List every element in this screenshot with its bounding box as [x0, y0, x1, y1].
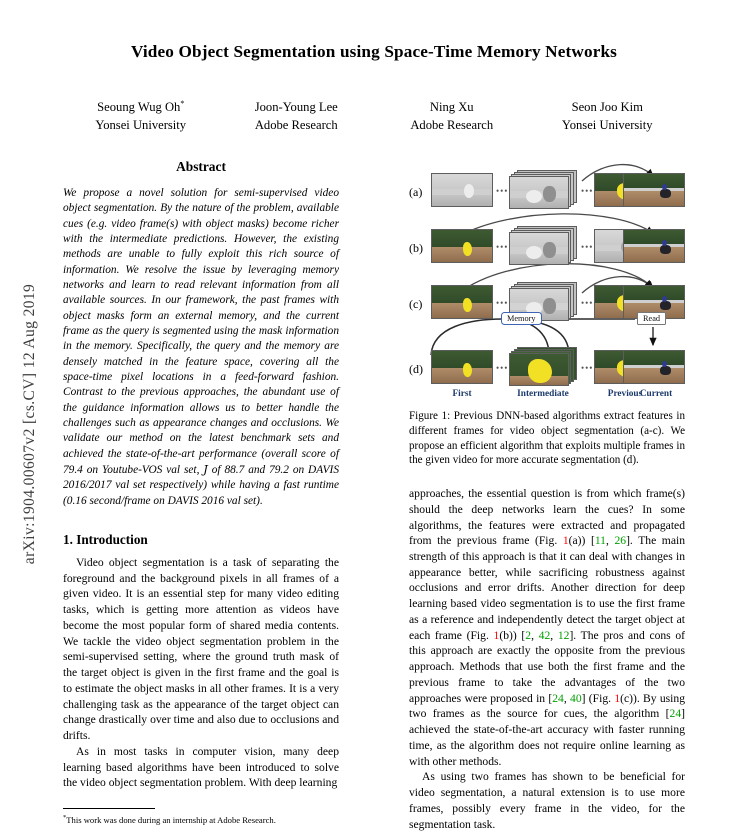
figure-column-name-previous: Previous — [607, 389, 643, 400]
introduction-heading: 1. Introduction — [63, 531, 148, 547]
abstract-text-part1: We propose a novel solution for semi-supervised video object segmentation. By the nature of the problem, available cues (e.g. video frame(s) with object masks) become richer with the intermediate predictions. However, the existing methods are unable to fully exploit this rich source of information. We resolve the issue by leveraging memory networks and learn to read relevant information from all available sources. In our framework, the past frames with object masks form an external memory, and the current frame as the query is segmented using the mask information in the memory. Specifically, the query and the memory are densely matched in the feature space, covering all the space-time pixel locations in a feed-forward fashion. Contrast to the previous approaches, the abundant use of the guidance information allows us to better handle the challenges such as appearance changes and occlusions. We validate our method on the latest benchmark sets and achieved the state-of-the-art performance (overall score of 79.4 on Youtube-VOS val set, — [63, 187, 339, 476]
author-name — [63, 98, 219, 117]
author-entry — [219, 98, 375, 135]
introduction-section — [63, 532, 339, 791]
author-name-text: Seoung Wug Oh — [97, 99, 181, 114]
author-entry — [63, 98, 219, 135]
citation-42[interactable]: 42 — [538, 628, 551, 642]
citation-40[interactable]: 40 — [570, 691, 582, 705]
figure-caption-text: Previous DNN-based algorithms extract features in different frames for video object segmentation (a-c). We propose an efficient algorithm that exploits multiple frames in the given video for more accurate segmentation (d). — [409, 410, 685, 467]
introduction-paragraph-2: As in most tasks in computer vision, many deep learning based algorithms have been introduced to solve the video object segmentation problem. With deep learning — [63, 744, 339, 790]
figure-ellipsis: ••• — [581, 186, 594, 197]
figure-ellipsis: ••• — [496, 186, 509, 197]
footnote — [63, 808, 339, 826]
rc-text-3: ]. The main strength of this approach is that it can deal with changes in appearance better, while sacrificing robustness against occlusions and error drifts. Another direction for deep learning based video segmentation is to use the first frame as a reference and independently detect the target object at each frame (Fig. — [409, 534, 685, 642]
figure-row-label-c: (c) — [409, 297, 423, 312]
figure-ellipsis: ••• — [496, 298, 509, 309]
introduction-body — [63, 555, 339, 791]
paper-page — [63, 0, 685, 840]
author-footnote-marker: * — [180, 98, 185, 108]
figure-ellipsis: ••• — [496, 242, 509, 253]
read-tag: Read — [637, 312, 666, 325]
rc-text-7: (c)). By using two frames as the source for cues, the algorithm [ — [409, 691, 686, 721]
figure-ellipsis: ••• — [581, 363, 594, 374]
citation-26[interactable]: 26 — [614, 534, 627, 548]
citation-24-second[interactable]: 24 — [669, 707, 682, 721]
memory-tag: Memory — [501, 312, 542, 325]
left-column — [63, 159, 339, 825]
figure-ellipsis: ••• — [581, 242, 594, 253]
figure-ellipsis: ••• — [496, 363, 509, 374]
figure-column-name-current: Current — [639, 389, 673, 400]
figure-frame-b-first — [431, 229, 493, 263]
author-entry — [530, 98, 686, 135]
arxiv-stamp: arXiv:1904.00607v2 [cs.CV] 12 Aug 2019 — [21, 283, 38, 565]
figure-frame-c-first — [431, 285, 493, 319]
author-affiliation: Adobe Research — [254, 118, 338, 133]
rc-text-5: ]. The pros and cons of this approach are exactly the opposite from the previous approach. Methods that use both the first frame and the previous frame to take the advantages of the two approaches were proposed in [ — [409, 628, 686, 705]
figure-frame-d-current — [623, 350, 685, 384]
figure-row-label-a: (a) — [409, 185, 423, 200]
author-affiliation: Yonsei University — [95, 118, 187, 133]
author-affiliation: Yonsei University — [561, 118, 653, 133]
figure-frame-d-first — [431, 350, 493, 384]
author-name-text: Joon-Young Lee — [254, 99, 338, 114]
footnote-text — [63, 814, 339, 826]
right-paragraph-1 — [409, 486, 685, 769]
author-entry — [374, 98, 530, 135]
rc-text-8: ] achieved the state-of-the-art accuracy with faster running time, as the algorithm does not require online learning as with other methods. — [409, 707, 685, 768]
figure-frame-a-first — [431, 173, 493, 207]
abstract-heading: Abstract — [176, 159, 226, 175]
two-column-body — [63, 159, 685, 832]
abstract-j-symbol: J — [203, 461, 208, 476]
footnote-body: This work was done during an internship at Adobe Research. — [66, 814, 276, 825]
rc-text-4: (b)) [ — [499, 628, 526, 642]
author-name-text: Seon Joo Kim — [571, 99, 643, 114]
figure-frame-b-intermediate — [509, 226, 579, 266]
figure-ellipsis: ••• — [581, 298, 594, 309]
rc-sep-1: , — [605, 534, 615, 548]
abstract-body — [63, 186, 339, 509]
rc-sep-4: , — [563, 691, 571, 705]
rc-text-2: (a)) [ — [568, 534, 595, 548]
figure-column-name-first: First — [452, 389, 472, 400]
figure-frame-a-current-final — [623, 173, 685, 207]
right-paragraph-2: As using two frames has shown to be beneficial for video segmentation, a natural extension is to use more frames, possibly every frame in the video, for the segmentation task. — [409, 770, 685, 831]
rc-text-6: ] (Fig. — [581, 691, 615, 705]
figure-row-label-d: (d) — [409, 362, 423, 377]
figure-column-name-intermediate: Intermediate — [517, 389, 569, 400]
abstract-text-part2: of 88.7 and 79.2 on DAVIS 2016/2017 val set respectively) while having a fast runtime (0.16 second/frame on DAVIS 2016 val set). — [63, 463, 339, 507]
figure-reference-1c[interactable]: 1 — [614, 691, 621, 705]
rc-sep-2: , — [531, 628, 539, 642]
author-affiliation: Adobe Research — [410, 118, 494, 133]
right-column-body — [409, 486, 685, 832]
figure-frame-d-intermediate — [509, 347, 579, 387]
figure-row-label-b: (b) — [409, 241, 423, 256]
footnote-rule — [63, 808, 155, 809]
citation-24[interactable]: 24 — [552, 691, 564, 705]
footnote-marker: * — [63, 813, 67, 821]
author-list — [63, 98, 685, 135]
figure-reference-1b[interactable]: 1 — [493, 628, 500, 642]
figure-caption-label: Figure 1: — [409, 410, 451, 423]
figure-frame-a-intermediate — [509, 170, 579, 210]
citation-12[interactable]: 12 — [557, 628, 570, 642]
page-title: Video Object Segmentation using Space-Time Memory Networks — [130, 42, 618, 61]
right-column — [409, 159, 685, 832]
author-name-text: Ning Xu — [429, 99, 474, 114]
rc-sep-3: , — [550, 628, 558, 642]
citation-11[interactable]: 11 — [594, 534, 606, 548]
introduction-paragraph-1: Video object segmentation is a task of separating the foreground and the background pixels in all frames of a given video. It is an essential step for many video editing tasks, which is getting more attention as videos have become the most popular form of shared media contents. We tackle the video object segmentation problem in the semi-supervised setting, where the ground truth mask of the target object is given in the first frame and the goal is to estimate the object masks in all other frames. It is a very challenging task as the appearance of the target object can change drastically over time and also due to occlusions and drifts. — [63, 555, 339, 743]
citation-2[interactable]: 2 — [525, 628, 532, 642]
figure-caption — [409, 409, 685, 468]
figure-frame-b-current — [623, 229, 685, 263]
figure-1-canvas — [409, 159, 685, 399]
rc-text-1: approaches, the essential question is from which frame(s) should the deep networks learn the cues? In some algorithms, the features were extracted and propagated from the previous frame (Fig. — [409, 487, 685, 548]
figure-1 — [409, 159, 685, 468]
figure-reference-1a[interactable]: 1 — [562, 534, 569, 548]
